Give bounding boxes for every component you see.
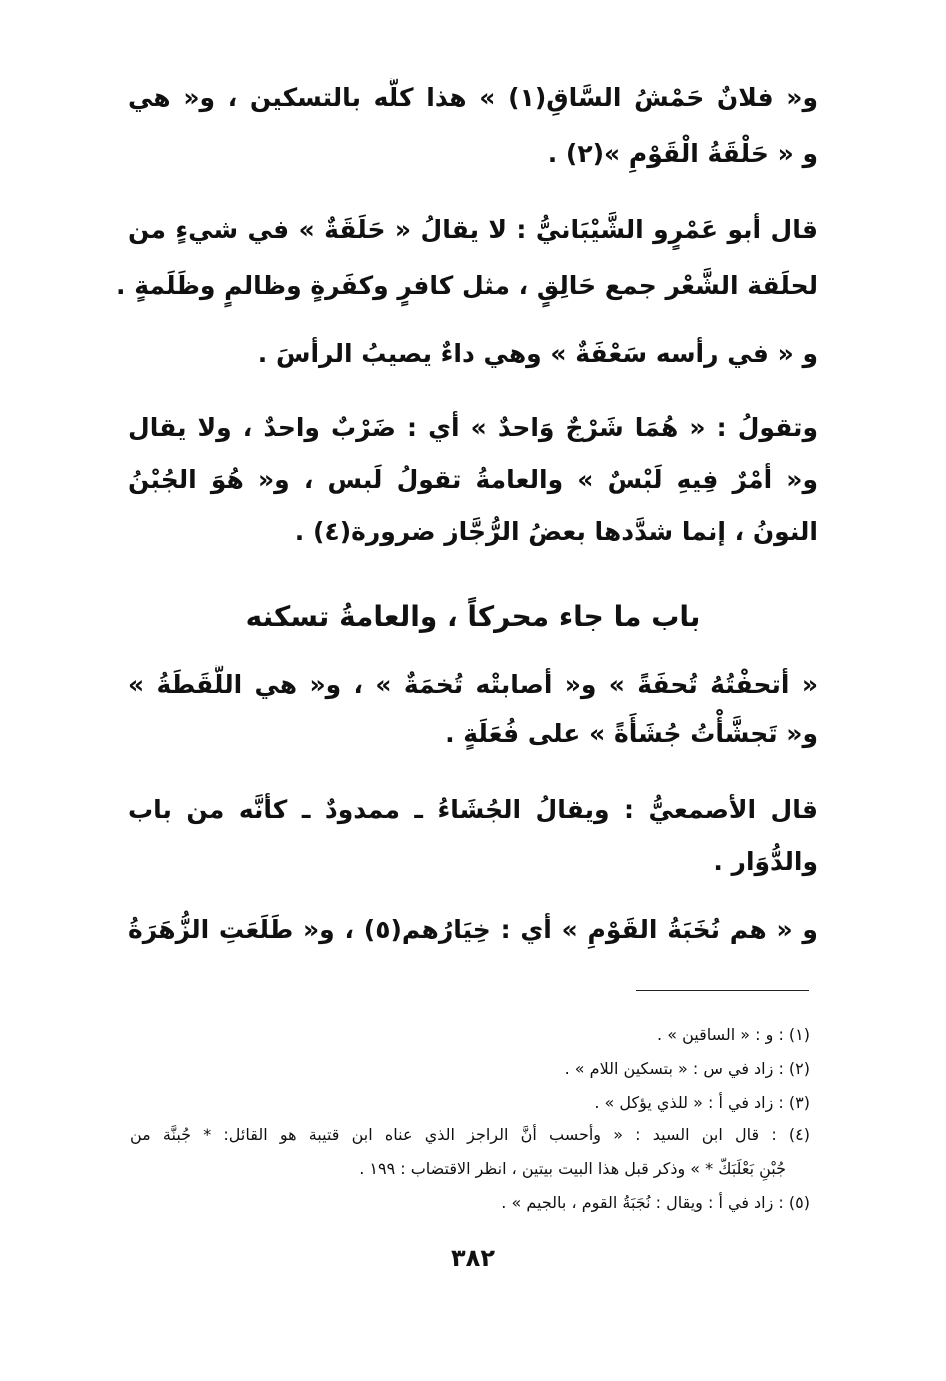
footnote: (٤) : قال ابن السيد : « وأحسب أنَّ الراجز الذي عناه ابن قتيبة هو القائل: * جُبنَّة من — [130, 1125, 810, 1144]
text-line: و« أمْرٌ فِيهِ لَبْسٌ » والعامةُ تقولُ لَبس ، و« هُوَ الجُبْنُ — [128, 465, 818, 494]
text-line: وتقولُ : « هُمَا شَرْجٌ وَاحدٌ » أي : ضَرْبٌ واحدٌ ، ولا يقال — [128, 413, 818, 442]
section-heading: باب ما جاء محركاً ، والعامةُ تسكنه — [245, 600, 701, 633]
footnote-continuation: جُبْنِ بَعْلَبَكّ * » وذكر قبل هذا البيت بيتين ، انظر الاقتضاب : ١٩٩ . — [359, 1159, 786, 1178]
text-line: « أتحفْتُهُ تُحفَةً » و« أصابتْه تُخمَةٌ » ، و« هي اللُّقَطَةُ » — [128, 670, 818, 699]
text-line: والدُّوَار . — [713, 847, 818, 876]
text-line: النونُ ، إنما شدَّدها بعضُ الرُّجَّاز ضرورة(٤) . — [294, 517, 818, 546]
text-line: قال أبو عَمْرٍو الشَّيْبَانيُّ : لا يقالُ « حَلَقَةٌ » في شيءٍ من — [128, 215, 818, 244]
footnote: (٣) : زاد في أ : « للذي يؤكل » . — [594, 1093, 810, 1112]
text-line: و « في رأسه سَعْفَةٌ » وهي داءٌ يصيبُ الرأسَ . — [257, 339, 818, 368]
text-line: و « حَلْقَةُ الْقَوْمِ »(٢) . — [547, 139, 818, 168]
footnote: (٥) : زاد في أ : ويقال : نُجَبَةُ القوم ، بالجيم » . — [501, 1193, 810, 1212]
text-line: و« فلانٌ حَمْشُ السَّاقِ(١) » هذا كلُّه بالتسكين ، و« هي — [128, 83, 818, 112]
footnote-separator — [636, 990, 809, 991]
page-number: ٣٨٢ — [451, 1244, 495, 1272]
text-line: قال الأصمعيُّ : ويقالُ الجُشَاءُ ـ ممدودٌ ـ كأنَّه من باب — [128, 795, 818, 824]
text-line: و« تَجشَّأْتُ جُشَأَةً » على فُعَلَةٍ . — [445, 719, 818, 748]
footnote: (١) : و : « الساقين » . — [657, 1025, 810, 1044]
text-line: لحلَقة الشَّعْر جمع حَالِقٍ ، مثل كافرٍ وكفَرةٍ وظالمٍ وظَلَمةٍ . — [116, 271, 818, 300]
text-line: و « هم نُخَبَةُ القَوْمِ » أي : خِيَارُهم(٥) ، و« طَلَعَتِ الزُّهَرَةُ — [128, 915, 818, 944]
footnote: (٢) : زاد في س : « بتسكين اللام » . — [564, 1059, 810, 1078]
